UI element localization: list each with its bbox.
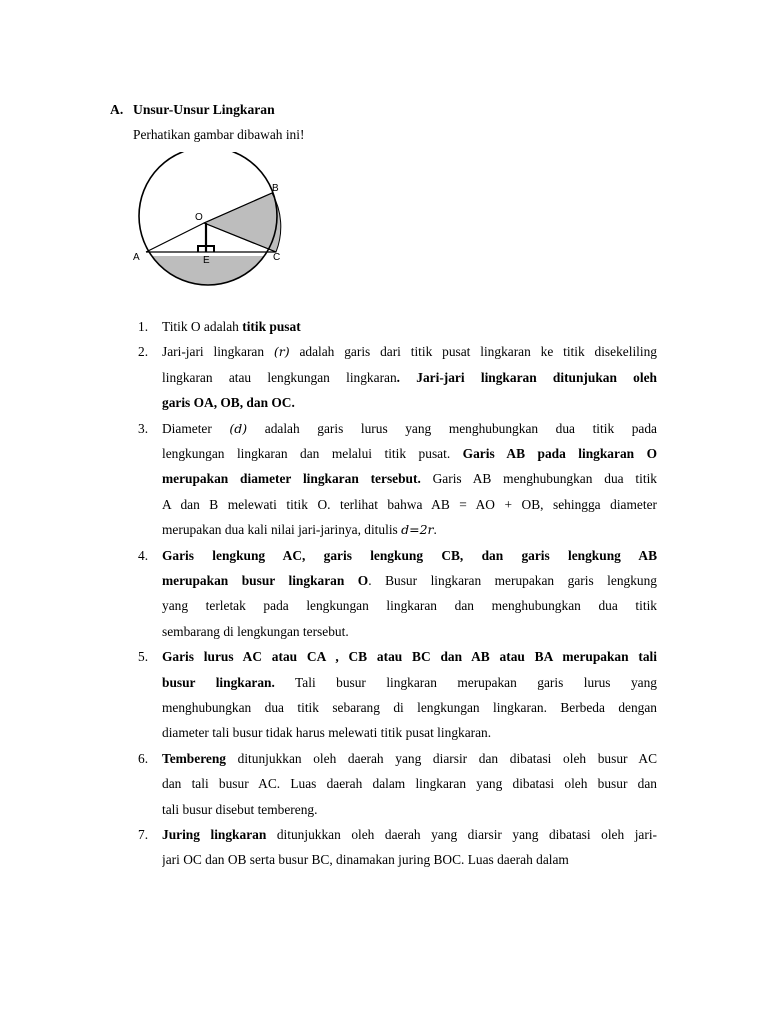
text-line — [162, 319, 657, 344]
bold-text: Garis lengkung AC, garis lengkung CB, dan garis lengkung AB — [162, 547, 657, 563]
section-letter: A. — [110, 102, 124, 117]
radius-oa — [146, 223, 204, 252]
text-line — [162, 395, 657, 420]
text-line — [162, 649, 657, 674]
text-line — [162, 344, 657, 369]
text-line — [162, 700, 657, 725]
text-line — [162, 751, 657, 776]
text-line — [162, 725, 657, 750]
text-run: merupakan dua kali nilai jari-jarinya, ditulis — [162, 522, 402, 538]
list-number: 1. — [138, 319, 149, 334]
text-line — [162, 573, 657, 598]
text-run: Garis AB menghubungkan dua titik — [420, 471, 657, 487]
bold-text: titik pusat — [242, 319, 301, 334]
text-run: jari OC dan OB serta busur BC, dinamakan juring BOC. Luas daerah dalam — [162, 852, 569, 868]
text-line — [162, 548, 657, 573]
text-line — [162, 776, 657, 801]
list-number: 4. — [138, 547, 149, 563]
text-line — [162, 598, 657, 623]
text-run: sembarang di lengkungan tersebut. — [162, 623, 349, 639]
text-run: Titik O adalah — [162, 319, 243, 334]
math-text: 𝑑=2𝑟 — [401, 522, 434, 538]
list-number: 6. — [138, 750, 149, 766]
text-run: adalah garis lurus yang menghubungkan dua titik pada — [247, 420, 657, 436]
bold-text: Tembereng — [162, 750, 226, 766]
text-run: menghubungkan dua titik sebarang di lengkungan lingkaran. Berbeda dengan — [162, 699, 657, 715]
text-line — [162, 471, 657, 496]
text-run: ditunjukkan oleh daerah yang diarsir dan dibatasi oleh busur AC — [225, 750, 657, 766]
bold-text: Garis AB pada lingkaran O — [462, 445, 657, 461]
list-number: 3. — [138, 420, 149, 436]
label-e: E — [203, 255, 210, 266]
text-line — [162, 624, 657, 649]
section-heading — [110, 102, 275, 118]
math-text: (𝑑) — [229, 420, 248, 436]
text-run: lingkaran atau lengkungan lingkaran — [162, 369, 397, 385]
text-run: A dan B melewati titik O. terlihat bahwa AB = AO + OB, sehingga diameter — [162, 496, 657, 512]
label-b: B — [272, 183, 279, 194]
label-a: A — [133, 252, 140, 263]
text-line — [162, 497, 657, 522]
text-run: Diameter — [162, 420, 230, 436]
text-line — [162, 827, 657, 852]
text-run: lengkungan lingkaran dan melalui titik pusat. — [162, 445, 463, 461]
intro-text: Perhatikan gambar dibawah ini! — [133, 127, 305, 142]
text-line — [162, 446, 657, 471]
text-run: yang terletak pada lengkungan lingkaran dan menghubungkan dua titik — [162, 598, 657, 614]
text-run: . — [433, 522, 437, 538]
list-number: 2. — [138, 344, 149, 360]
text-run: dan tali busur AC. Luas daerah dalam lingkaran yang dibatasi oleh busur dan — [162, 776, 657, 792]
text-run: diameter tali busur tidak harus melewati titik pusat lingkaran. — [162, 725, 492, 741]
section-title: Unsur-Unsur Lingkaran — [133, 102, 275, 117]
sector-juring — [204, 193, 281, 252]
math-text: (𝑟) — [273, 344, 290, 360]
text-run: ditunjukkan oleh daerah yang diarsir yang dibatasi oleh jari- — [266, 827, 657, 842]
bold-text: busur lingkaran. — [162, 674, 275, 690]
text-run: . Busur lingkaran merupakan garis lengkung — [368, 572, 657, 588]
circle-diagram — [128, 152, 288, 292]
label-c: C — [273, 252, 281, 263]
text-line — [162, 370, 657, 395]
list-number: 5. — [138, 649, 149, 665]
text-line — [162, 421, 657, 446]
bold-text: merupakan busur lingkaran O — [162, 572, 369, 588]
text-line — [162, 675, 657, 700]
text-line — [162, 522, 657, 547]
bold-text: . Jari-jari lingkaran ditunjukan oleh — [396, 369, 657, 385]
text-run: adalah garis dari titik pusat lingkaran ke titik disekeliling — [289, 344, 657, 360]
list-number: 7. — [138, 827, 149, 842]
text-line — [162, 802, 657, 827]
bold-text: garis OA, OB, dan OC. — [162, 395, 295, 411]
bold-text: Garis lurus AC atau CA , CB atau BC dan AB atau BA merupakan tali — [162, 649, 657, 665]
bold-text: Juring lingkaran — [162, 827, 267, 842]
text-run: Jari-jari lingkaran — [162, 344, 274, 360]
bold-text: merupakan diameter lingkaran tersebut. — [162, 471, 421, 487]
text-run: Tali busur lingkaran merupakan garis lurus yang — [274, 674, 657, 690]
text-line — [162, 852, 657, 877]
text-run: tali busur disebut tembereng. — [162, 801, 318, 817]
label-o: O — [195, 212, 203, 223]
